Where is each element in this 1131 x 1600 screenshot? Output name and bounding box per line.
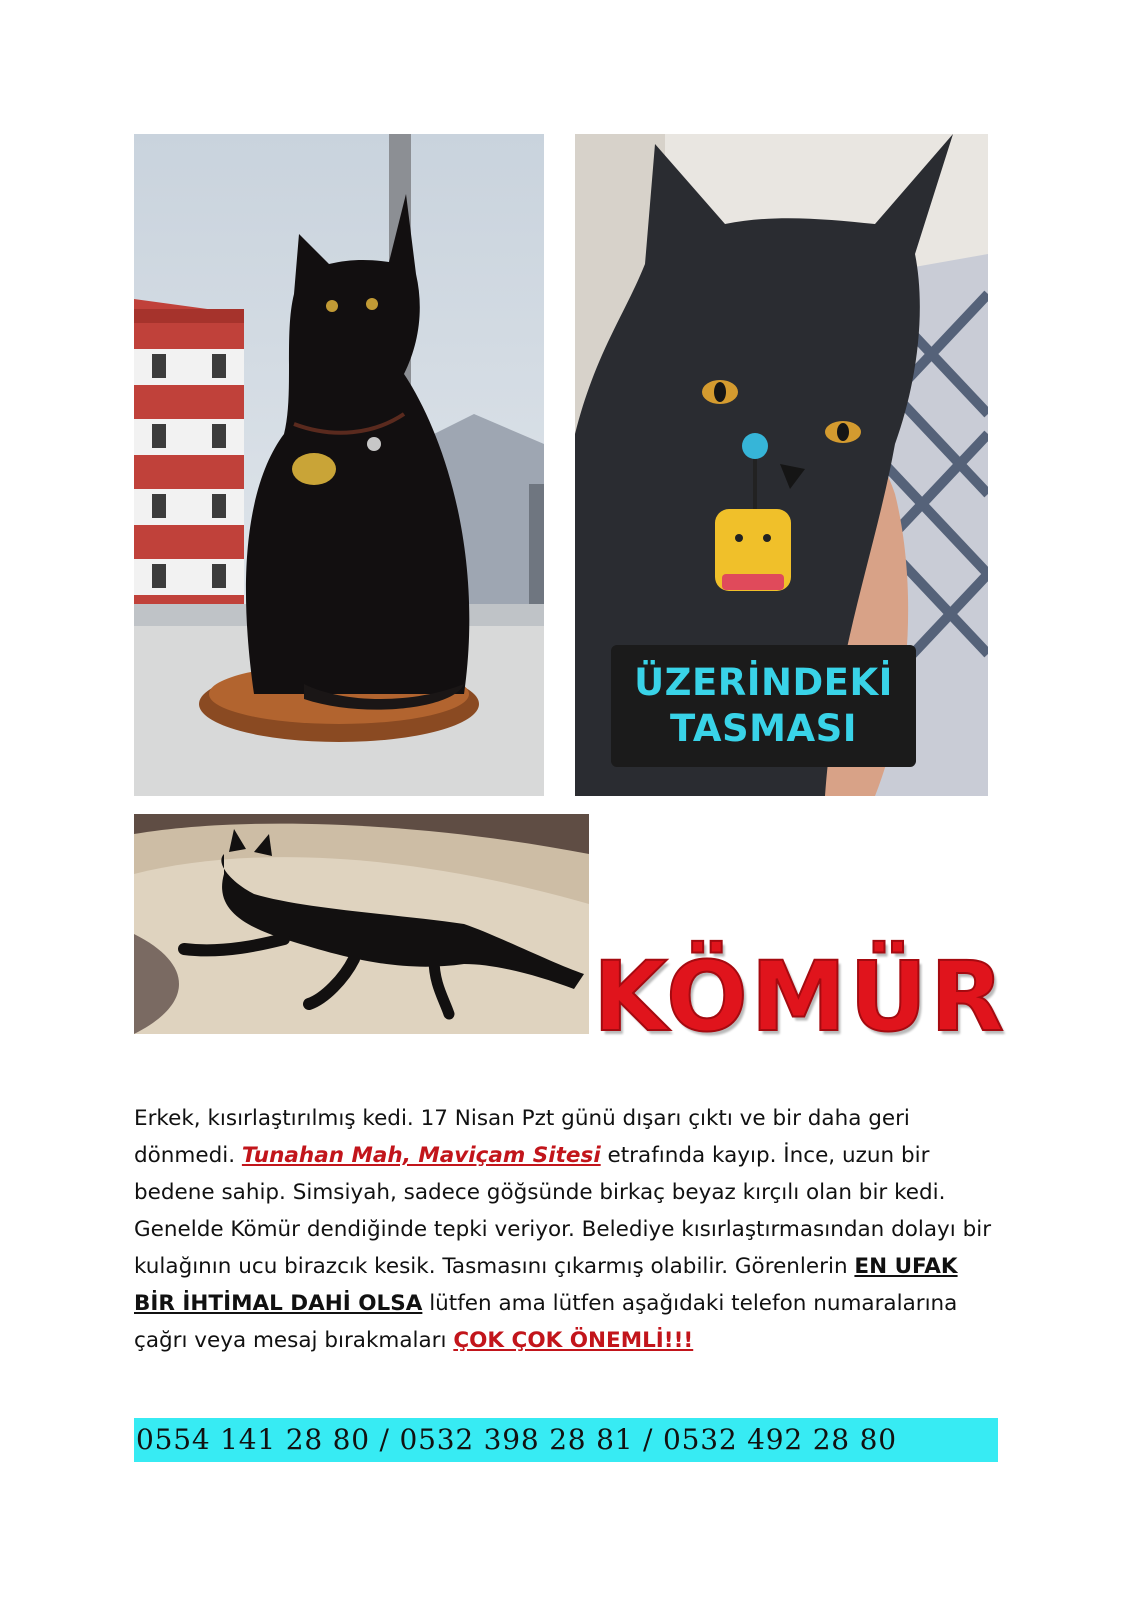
description-part-1: Erkek, kısırlaştırılmış kedi. 17 Nisan Pzt günü dışarı çıktı ve bir daha geri dönmedi. bbox=[134, 1106, 910, 1168]
cat-sitting-photo bbox=[134, 134, 544, 796]
cat-sitting-illustration bbox=[134, 134, 544, 796]
emphasis-text: EN UFAK BİR İHTİMAL DAHİ OLSA bbox=[134, 1254, 958, 1316]
cat-name-title: KÖMÜR bbox=[593, 941, 1008, 1053]
description-text bbox=[134, 1100, 1004, 1359]
location-text: Tunahan Mah, Maviçam Sitesi bbox=[241, 1143, 601, 1168]
description-part-2: etrafında kayıp. İnce, uzun bir bedene sahip. Simsiyah, sadece göğsünde birkaç beyaz kırçılı olan bir kedi. Genelde Kömür dendiğinde tepki veriyor. Belediye kısırlaştırmasından dolayı bir kulağının ucu birazcık kesik. Tasmasını çıkarmış olabilir. Görenlerin bbox=[134, 1143, 992, 1279]
phone-numbers: 0554 141 28 80 / 0532 398 28 81 / 0532 492 28 80 bbox=[134, 1418, 998, 1462]
description-part-3: lütfen ama lütfen aşağıdaki telefon numaralarına çağrı veya mesaj bırakmaları bbox=[134, 1291, 958, 1353]
collar-caption-line2: TASMASI bbox=[669, 707, 858, 750]
important-text: ÇOK ÇOK ÖNEMLİ!!! bbox=[453, 1328, 694, 1353]
collar-caption-line1: ÜZERİNDEKİ bbox=[634, 661, 893, 704]
cat-lying-photo bbox=[134, 814, 589, 1034]
collar-caption bbox=[611, 645, 916, 767]
cat-lying-illustration bbox=[134, 814, 589, 1034]
